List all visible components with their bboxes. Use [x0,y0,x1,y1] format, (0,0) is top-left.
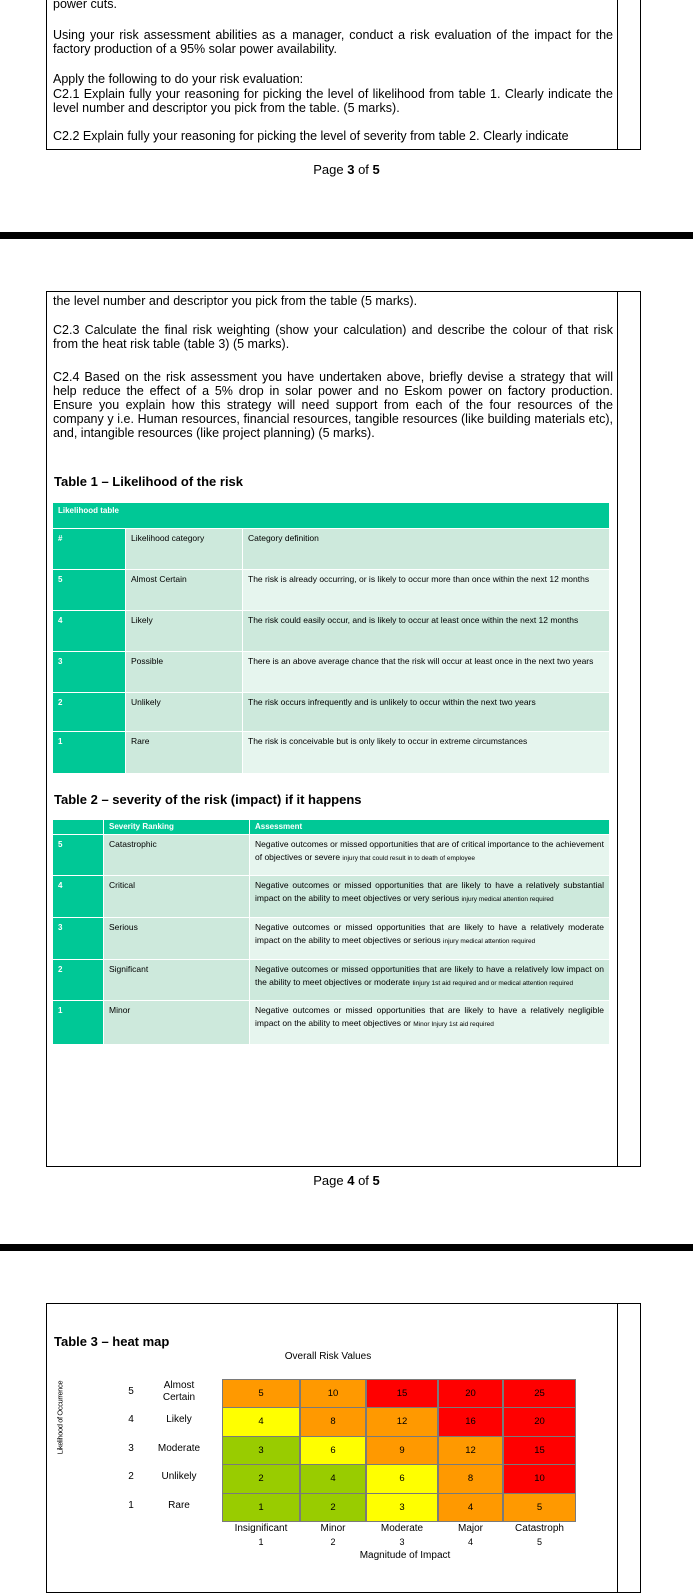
likelihood-row-num: 4 [53,611,125,651]
severity-row-num: 3 [53,918,103,959]
heatmap-col-name: Moderate [380,1523,424,1534]
likelihood-row-num: 5 [53,570,125,610]
table3-title: Table 3 – heat map [54,1334,170,1349]
likelihood-header-definition: Category definition [243,529,609,569]
page3-footer-total: 5 [372,162,380,177]
heatmap-cell: 5 [503,1493,576,1522]
heatmap-col-name: Catastroph [515,1523,564,1534]
severity-row-name: Catastrophic [104,835,249,875]
heatmap-cell: 1 [222,1493,300,1522]
heatmap-col-level: 4 [467,1537,473,1547]
page4-para-continued: the level number and descriptor you pick from the table (5 marks). [53,294,418,308]
heatmap-row-level: 4 [128,1414,134,1426]
page4-side-column [617,291,618,1167]
likelihood-table-banner: Likelihood table [53,503,609,528]
likelihood-row-num: 1 [53,732,125,773]
severity-assessment-main: Negative outcomes or missed opportunities that are of critical importance to the achievement of objectives or severe [255,839,604,862]
heatmap-col-name: Insignificant [234,1523,288,1534]
likelihood-header-num: # [53,529,125,569]
heatmap-cell: 10 [300,1379,366,1408]
page3-para-c22: C2.2 Explain fully your reasoning for picking the level of severity from table 2. Clearly indicate [53,129,569,143]
severity-assessment-main: Negative outcomes or missed opportunities that are likely to have a relatively negligible impact on the ability to meet objectives or [255,1005,604,1028]
heatmap-col-level: 1 [258,1537,264,1547]
severity-row-num: 2 [53,960,103,1000]
heatmap-col-level: 5 [536,1537,542,1547]
heatmap-cell: 3 [366,1493,438,1522]
severity-assessment-small: injury medical attention required [461,896,554,903]
page4-footer-of: of [354,1173,373,1188]
severity-header-ranking: Severity Ranking [104,820,249,834]
heatmap-cell: 15 [366,1379,438,1408]
page5-side-column [617,1303,618,1593]
heatmap-row-name: Almost [163,1380,195,1391]
heatmap-row-name: Likely [166,1414,192,1426]
heatmap-cell: 15 [503,1436,576,1465]
likelihood-row-category: Almost Certain [126,570,242,610]
heatmap-row-level: 1 [128,1499,134,1511]
heatmap-cell: 10 [503,1464,576,1493]
heatmap-x-axis-label: Magnitude of Impact [359,1550,451,1561]
page4-footer-prefix: Page [313,1173,348,1188]
heatmap-cell: 9 [366,1436,438,1465]
page-separator-2 [0,1244,693,1251]
heatmap-col-level: 3 [399,1537,405,1547]
likelihood-row-definition: The risk is already occurring, or is likely to occur more than once within the next 12 months [243,570,609,610]
likelihood-row-category: Possible [126,652,242,692]
severity-header-blank [53,820,103,834]
severity-assessment-small: injury medical attention required [443,938,536,945]
heatmap-col-name: Minor [320,1523,346,1534]
heatmap-cell: 20 [503,1407,576,1436]
heatmap-cell: 4 [438,1493,503,1522]
likelihood-row-num: 3 [53,652,125,692]
heatmap-cell: 6 [366,1464,438,1493]
likelihood-row-definition: There is an above average chance that the risk will occur at least once in the next two years [243,652,609,692]
heatmap-row-name: Unlikely [161,1471,197,1483]
severity-row-assessment [250,1001,609,1044]
likelihood-header-category: Likelihood category [126,529,242,569]
severity-row-name: Minor [104,1001,249,1044]
heatmap-cell: 20 [438,1379,503,1408]
severity-assessment-main: Negative outcomes or missed opportunities that are likely to have a relatively moderate impact on the ability to meet objectives or serious [255,922,604,945]
heatmap-row-level: 5 [128,1386,134,1397]
likelihood-row-category: Likely [126,611,242,651]
page3-footer [0,162,693,177]
heatmap-cell: 4 [300,1464,366,1493]
page3-para-apply: Apply the following to do your risk evaluation: [53,72,304,86]
heatmap-y-axis-label: Likelihood of Occurrence [55,1380,65,1455]
heatmap-cell: 2 [300,1493,366,1522]
page3-footer-of: of [354,162,373,177]
page4-footer-total: 5 [372,1173,380,1188]
page3-para-powercuts: power cuts. [53,0,117,11]
page4-para-c24: C2.4 Based on the risk assessment you have undertaken above, briefly devise a strategy that will help reduce the effect of a 5% drop in solar power and no Eskom power on factory production. Ensure you explain how this strategy will need support from each of the four resources of the company y i.e. Human resources, financial resources, tangible resources (like building materials etc), and, intangible resources (like project planning) (5 marks). [53,370,613,440]
page3-footer-prefix: Page [313,162,348,177]
likelihood-row-category: Rare [126,732,242,773]
heatmap-row-level: 2 [128,1471,134,1483]
page-separator-1 [0,232,693,239]
heatmap-cell: 3 [222,1436,300,1465]
heatmap-cell: 5 [222,1379,300,1408]
page3-para-intro: Using your risk assessment abilities as a manager, conduct a risk evaluation of the impact for the factory production of a 95% solar power availability. [53,28,613,56]
severity-assessment-small: Iinjury 1st aid required and or medical attention required [412,980,574,987]
likelihood-row-definition: The risk is conceivable but is only likely to occur in extreme circumstances [243,732,609,773]
likelihood-row-definition: The risk could easily occur, and is likely to occur at least once within the next 12 months [243,611,609,651]
page3-footer-num: 3 [347,162,355,177]
severity-assessment-small: injury that could result in to death of employee [342,855,476,862]
severity-row-name: Critical [104,876,249,917]
heatmap-col-name: Major [457,1523,483,1534]
heatmap-cell: 12 [438,1436,503,1465]
page3-side-column [617,0,618,150]
heatmap-row-name: Moderate [157,1442,201,1454]
likelihood-row-definition: The risk occurs infrequently and is unlikely to occur within the next two years [243,693,609,731]
heatmap-cell: 2 [222,1464,300,1493]
table1-title: Table 1 – Likelihood of the risk [54,474,244,489]
severity-row-name: Serious [104,918,249,959]
severity-row-num: 4 [53,876,103,917]
severity-row-assessment [250,876,609,917]
likelihood-row-num: 2 [53,693,125,731]
severity-assessment-small: Minor Injury 1st aid required [413,1021,494,1028]
heatmap-cell: 25 [503,1379,576,1408]
severity-row-name: Significant [104,960,249,1000]
heatmap-cell: 6 [300,1436,366,1465]
severity-assessment-main: Negative outcomes or missed opportunities that are likely to have a relatively substantial impact on the ability to meet objectives or very serious [255,880,604,903]
severity-assessment-main: Negative outcomes or missed opportunities that are likely to have a relatively low impact on the ability to meet objectives or moderate [255,964,604,987]
heatmap-cell: 12 [366,1407,438,1436]
severity-row-num: 1 [53,1001,103,1044]
heatmap-cell: 4 [222,1407,300,1436]
severity-row-assessment [250,835,609,875]
heatmap-cell: 8 [438,1464,503,1493]
heatmap-title: Overall Risk Values [284,1351,372,1362]
severity-header-assessment: Assessment [250,820,609,834]
page3-para-c21: C2.1 Explain fully your reasoning for picking the level of likelihood from table 1. Clearly indicate the level number and descriptor you pick from the table. (5 marks). [53,87,613,115]
heatmap-row-name: Rare [168,1499,190,1511]
severity-row-assessment [250,960,609,1000]
heatmap-cell: 16 [438,1407,503,1436]
heatmap-col-level: 2 [330,1537,336,1547]
table2-title: Table 2 – severity of the risk (impact) if it happens [54,792,362,807]
heatmap-row-name: Certain [162,1392,196,1403]
severity-row-assessment [250,918,609,959]
page4-footer [0,1173,693,1188]
page4-para-c23: C2.3 Calculate the final risk weighting (show your calculation) and describe the colour of that risk from the heat risk table (table 3) (5 marks). [53,323,613,351]
heatmap-cell: 8 [300,1407,366,1436]
severity-row-num: 5 [53,835,103,875]
likelihood-row-category: Unlikely [126,693,242,731]
heatmap-row-level: 3 [128,1442,134,1454]
page4-footer-num: 4 [347,1173,355,1188]
